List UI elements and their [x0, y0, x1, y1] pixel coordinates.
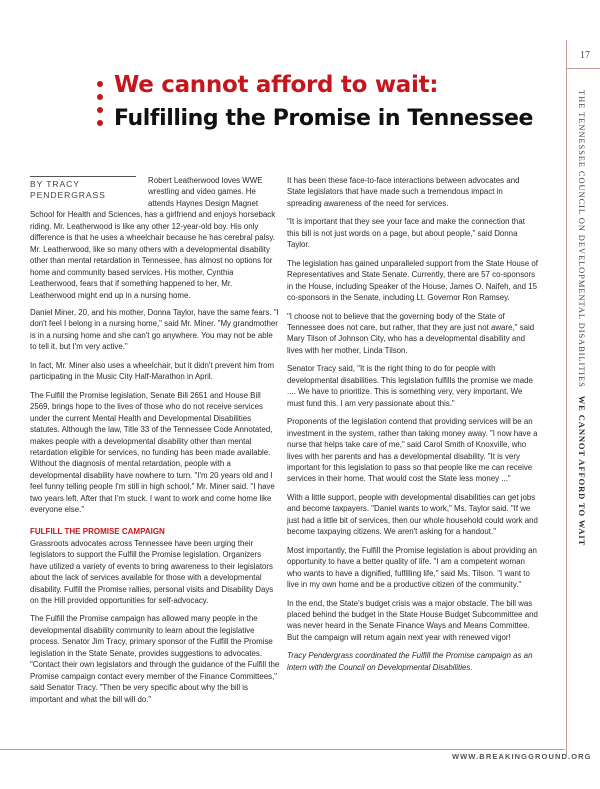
- paragraph: The legislation has gained unparalleled support from the State House of Representatives and State Senate. Currently, there are 57 co-sponsors in the House, including Speaker of the House, James O. Naifeh, and 15 co-sponsors in the Senate, including Lt. Governor Ron Ramsey.: [287, 258, 538, 303]
- left-column: [30, 175, 280, 712]
- paragraph: Grassroots advocates across Tennessee have been urging their legislators to support the Fulfill the Promise legislation. Organizers have utilized a variety of events to bring awareness to their legislators about the lack of services available for those with a developmental disability. Fulfill the Promise rallies, personal visits and Disability Days on the Hill provided opportunities for self-advocacy.: [30, 538, 274, 605]
- paragraph: Proponents of the legislation contend that providing services will be an investment in the system, rather than taking money away. "I now have a nurse that helps take care of me," said Carol Smith of Knoxville, who lives with her parents and has a developmental disability. "It is very important for this legislation to pass so that people like me can receive services in their home. That would cost the State less money ...": [287, 417, 538, 484]
- footer-rule: [0, 749, 565, 750]
- byline: BY TRACY PENDERGRASS: [30, 176, 136, 202]
- author-note: Tracy Pendergrass coordinated the Fulfill the Promise campaign as an intern with the Council on Developmental Disabilities.: [287, 651, 533, 672]
- paragraph: Most importantly, the Fulfill the Promise legislation is about providing an opportunity to have a better quality of life. "I am a competent woman who wants to have a dignified, fulfilling life," said Ms. Tilson. "I want to live in my own home and be a productive citizen of the community.": [287, 545, 537, 590]
- title-dot: [97, 107, 103, 113]
- sidebar-rule: [566, 40, 567, 755]
- paragraph: "It is important that they see your face and make the connection that this bill is not just words on a page, but about people," said Donna Taylor.: [287, 217, 525, 250]
- paragraph: In fact, Mr. Miner also uses a wheelchair, but it didn't prevent him from participating in the Music City Half-Marathon in April.: [30, 360, 275, 382]
- title-dots: [97, 81, 105, 131]
- section-heading: FULFILL THE PROMISE CAMPAIGN: [30, 526, 165, 536]
- paragraph: Senator Tracy said, "It is the right thing to do for people with developmental disabilities. This legislation fulfills the promise we made .... We have to prioritize. This is something very, very important. We must fund this. I am very passionate about this.": [287, 364, 533, 408]
- sidebar-publication: THE TENNESSEE COUNCIL ON DEVELOPMENTAL DISABILITIES: [577, 90, 587, 388]
- paragraph: "I choose not to believe that the governing body of the State of Tennessee does not care, but rather, that they are just not aware," said Mary Tilson of Johnson City, who has a developmental disability and lives with her mother, Linda Tilson.: [287, 311, 535, 355]
- paragraph: In the end, the State's budget crisis was a major obstacle. The bill was placed behind the budget in the State House Budget Subcommittee and was never heard in the Senate Finance Ways and Means Committee. But the campaign will return again next year with renewed vigor!: [287, 598, 538, 642]
- paragraph: Robert Leatherwood loves WWE wrestling and video games. He attends Haynes Design Magnet School for Health and Sciences, has a girlfriend and enjoys horseback riding. Mr. Leatherwood is like any other 12-year-old boy. His only difference is that he uses a wheelchair because he has cerebral palsy. Mr. Leatherwood, like so many others with a developmental disability other than mental retardation in Tennessee, has almost no options for home and community based services. His mother, Cynthia Leatherwood, fears that if something happened to her, Mr. Leatherwood might end up in a nursing home.: [30, 176, 276, 300]
- footer-url[interactable]: WWW.BREAKINGGROUND.ORG: [452, 752, 592, 761]
- right-column: [287, 175, 539, 680]
- paragraph: With a little support, people with developmental disabilities can get jobs and become taxpayers. "Daniel wants to work," Ms. Taylor said. "If we just had a little bit of services, then our whole household could work and become taxpaying citizens. We aren't asking for a handout.": [287, 492, 538, 537]
- title-dot: [97, 120, 103, 126]
- paragraph: It has been these face-to-face interactions between advocates and State legislators that have made such a tremendous impact in spreading awareness of the need for services.: [287, 176, 520, 208]
- article-title: We cannot afford to wait:: [114, 72, 439, 98]
- article-subtitle: Fulfilling the Promise in Tennessee: [114, 106, 534, 131]
- page-number: 17: [580, 50, 590, 61]
- sidebar-running-head: [572, 90, 600, 700]
- paragraph: Daniel Miner, 20, and his mother, Donna Taylor, have the same fears. "I don't feel I belong in a nursing home," said Mr. Miner. "My grandmother is in a nursing home and she can't go anywhere. You may not be able to tell it, but I'm very active.": [30, 307, 279, 352]
- title-dot: [97, 94, 103, 100]
- title-dot: [97, 81, 103, 87]
- sidebar-section: WE CANNOT AFFORD TO WAIT: [577, 395, 587, 547]
- paragraph: The Fulfill the Promise campaign has allowed many people in the developmental disability community to learn about the legislative process. Senator Jim Tracy, primary sponsor of the Fulfill the Promise legislation in the State Senate, provides suggestions to advocates. "Contact their own legislators and through the guidance of the Fulfill the Promise campaign contact every member of the Finance Committees," said Senator Tracy. "Then be very specific about why the bill is important and what the bill will do.": [30, 614, 280, 704]
- page-number-rule: [566, 68, 600, 69]
- paragraph: The Fulfill the Promise legislation, Senate Bill 2651 and House Bill 2569, brings hope to the lives of those who do not receive services under the current Mental Health and Developmental Disabilities statutes. Although the law, Title 33 of the Tennessee Code Annotated, makes people with a developmental disability other than mental retardation eligible for services, no funding has been made available. Without the diagnosis of mental retardation, people with a developmental disability have nowhere to turn. "I'm 20 years old and I feel funny telling people I'm still in high school," Mr. Miner said. "I have two years left. After that I'm stuck. I want to work and come home like everyone else.": [30, 390, 275, 515]
